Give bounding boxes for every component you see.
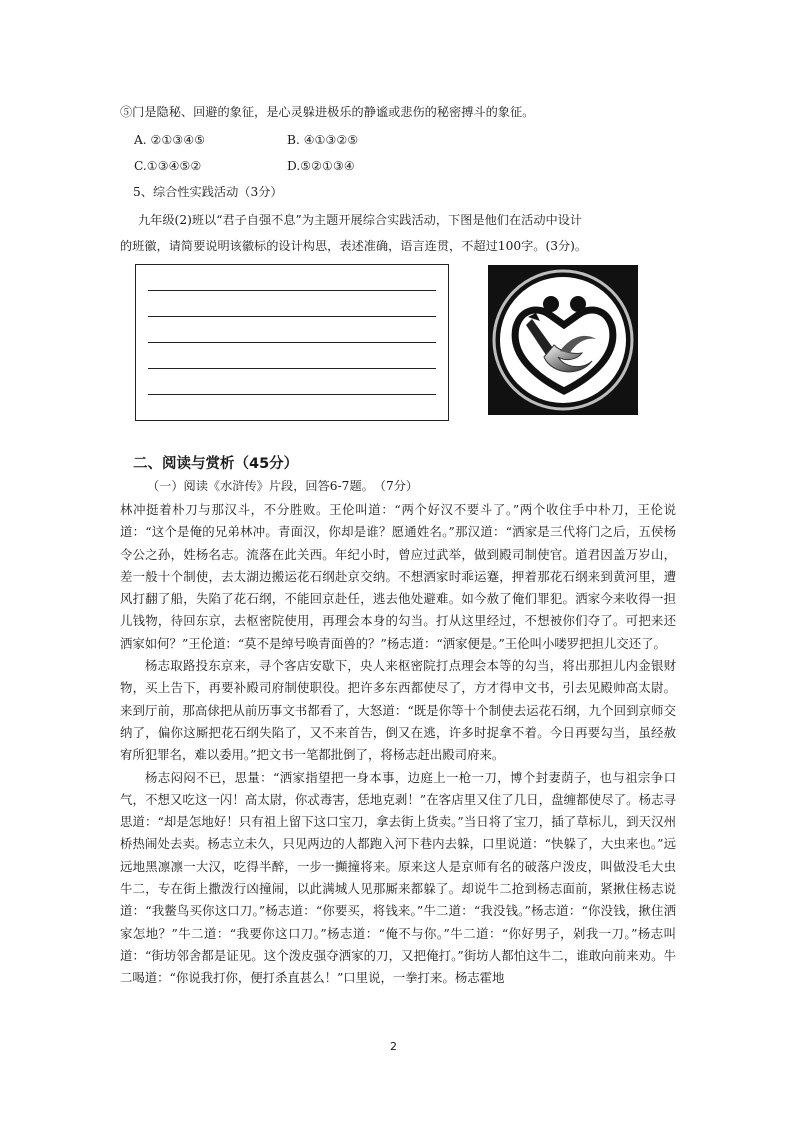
option-d: D.⑤②①③④ xyxy=(287,159,355,173)
reading-passage xyxy=(120,499,676,990)
option-b: B. ④①③②⑤ xyxy=(287,133,359,147)
answer-rule xyxy=(148,316,436,317)
passage-paragraph-3: 杨志闷闷不已，思量：“洒家指望把一身本事，边庭上一枪一刀，博个封妻荫子，也与祖宗争口气，不想又吃这一闪！高太尉，你忒毒害，恁地克剥！”在客店里又住了几日，盘缠都使尽了。杨志寻思道：“却是怎地好！只有祖上留下这口宝刀，拿去街上货卖。”当日将了宝刀，插了草标儿，到天汉州桥热闹处去卖。杨志立未久，只见两边的人都跑入河下巷内去躲，口里说道：“快躲了，大虫来也。”远远地黑凛凛一大汉，吃得半醉，一步一攧撞将来。原来这人是京师有名的破落户泼皮，叫做没毛大虫牛二，专在街上撒泼行凶撞闹，以此满城人见那厮来都躲了。却说牛二抢到杨志面前，紧揪住杨志说道：“我鳖鸟买你这口刀。”杨志道：“你要买，将钱来。”牛二道：“我没钱。”杨志道：“你没钱，揪住洒家怎地？”牛二道：“我要你这口刀。”杨志道：“俺不与你。”牛二道：“你好男子，剁我一刀。”杨志叫道：“街坊邻舍都是证见。这个泼皮强夺洒家的刀，又把俺打。”街坊人都怕这牛二，谁敢向前来劝。牛二喝道：“你说我打你，便打杀直甚么！”口里说，一拳打来。杨志霍地 xyxy=(120,769,676,986)
answer-rule xyxy=(148,290,436,291)
line-item5: ⑤门是隐秘、回避的象征，是心灵躲进极乐的静谧或悲伤的秘密搏斗的象征。 xyxy=(120,105,535,119)
answer-rule xyxy=(148,342,436,343)
answer-rule xyxy=(148,394,436,395)
option-c: C.①③④⑤② xyxy=(134,159,202,173)
answer-box[interactable] xyxy=(135,264,449,421)
answer-rule xyxy=(148,368,436,369)
question-5-title: 5、综合性实践活动（3分） xyxy=(133,185,283,199)
passage-paragraph-1: 林冲挺着朴刀与那汉斗，不分胜败。王伦叫道：“两个好汉不要斗了。”两个收住手中朴刀，王伦说道：“这个是俺的兄弟林冲。青面汉，你却是谁？愿通姓名。”那汉道：“洒家是三代将门之后，五侯杨令公之孙，姓杨名志。流落在此关西。年纪小时，曾应过武举，做到殿司制使官。道君因盖万岁山，差一般十个制使，去太湖边搬运花石纲赴京交纳。不想洒家时乖运蹇，押着那花石纲来到黄河里，遭风打翻了船，失陷了花石纲，不能回京赴任，逃去他处避难。如今赦了俺们罪犯。洒家今来收得一担儿钱物，待回东京，去枢密院使用，再理会本身的勾当。打从这里经过，不想被你们夺了。可把来还洒家如何？”王伦道：“莫不是绰号唤青面兽的？”杨志道：“洒家便是。”王伦叫小喽罗把担儿交还了。 xyxy=(120,502,676,651)
subsection-title: （一）阅读《水浒传》片段，回答6-7题。 （7分） xyxy=(147,479,419,493)
passage-paragraph-2: 杨志取路投东京来，寻个客店安歇下，央人来枢密院打点理会本等的勾当，将出那担儿内金银财物，买上告下，再要补殿司府制使职役。把许多东西都使尽了，方才得申文书，引去见殿帅高太尉。来到厅前，那高俅把从前历事文书都看了，大怒道：“既是你等十个制使去运花石纲，九个回到京师交纳了，偏你这厮把花石纲失陷了，又不来首告，倒又在逃，许多时捉拿不着。今日再要勾当，虽经赦宥所犯罪名，难以委用。”把文书一笔都批倒了，将杨志赶出殿司府来。 xyxy=(120,658,676,763)
option-a: A. ②①③④⑤ xyxy=(134,133,206,147)
question-5-line2: 的班徽，请简要说明该徽标的设计构思，表述准确，语言连贯，不超过100字。(3分)。 xyxy=(120,239,588,253)
page-number: 2 xyxy=(390,1040,397,1053)
question-5-line1: 九年级(2)班以“君子自强不息”为主题开展综合实践活动，下图是他们在活动中设计 xyxy=(138,213,583,227)
class-emblem-image xyxy=(488,265,638,415)
section-title: 二、阅读与赏析（45分） xyxy=(133,456,299,472)
